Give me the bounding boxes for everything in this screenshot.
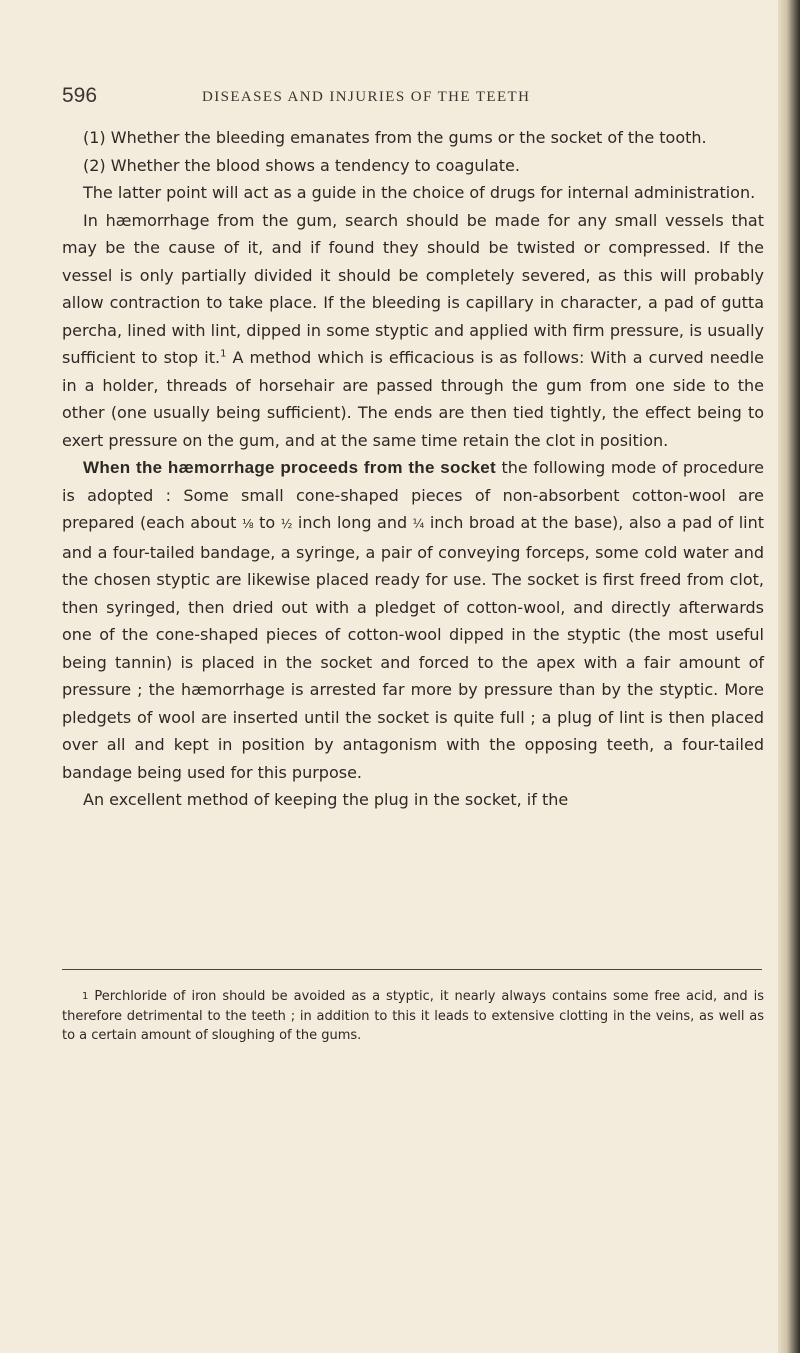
page-header (62, 83, 762, 109)
paragraph-4-text-a: In hæmorrhage from the gum, search should be made for any small vessels that may be the cause of it, and if found they should be twisted or compressed. If the vessel is only partially divided it should be completely severed, as this will probably allow contraction to take place. If the bleeding is capillary in character, a pad of gutta percha, lined with lint, dipped in some styptic and applied with firm pressure, is usually sufficient to stop it. (62, 210, 764, 367)
footnote-reference: 1 (220, 348, 227, 360)
fraction-eighth: ⅛ (241, 517, 254, 531)
fraction-half: ½ (280, 517, 293, 531)
paragraph-5-lead: When the hæmorrhage proceeds from the socket (83, 458, 496, 477)
footnote-divider (62, 969, 762, 970)
paragraph-5-text-c: inch long and (292, 513, 413, 532)
running-title: DISEASES AND INJURIES OF THE TEETH (202, 89, 531, 105)
paragraph-5-text-d: inch broad at the base), also a pad of lint and a four-tailed bandage, a syringe, a pair of conveying forceps, some cold water and the chosen styptic are likewise placed ready for use. The socket is first freed from clot, then syringed, then dried out with a pledget of cotton-wool, and directly afterwards one of the cone-shaped pieces of cotton-wool dipped in the styptic (the most useful being tannin) is placed in the socket and forced to the apex with a fair amount of pressure ; the hæmorrhage is arrested far more by pressure than by the styptic. More pledgets of wool are inserted until the socket is quite full ; a plug of lint is then placed over all and kept in position by antagonism with the opposing teeth, a four-tailed bandage being used for this purpose. (62, 513, 765, 782)
paragraph-1: (1) Whether the bleeding emanates from the gums or the socket of the tooth. (83, 128, 707, 147)
paragraph-2: (2) Whether the blood shows a tendency to coagulate. (83, 155, 520, 175)
footnote-mark: 1 (82, 991, 89, 1002)
page-number: 596 (62, 84, 98, 107)
paragraph-5-text-a: the following mode of procedure is adopted : Some small cone-shaped pieces of non-absorbent cotton-wool are prepared (each about (62, 458, 764, 532)
paragraph-6: An excellent method of keeping the plug in the socket, if the (83, 790, 569, 809)
paragraph-4 (62, 207, 764, 455)
paragraph-5 (62, 454, 764, 786)
fraction-quarter: ¼ (412, 517, 425, 531)
footnote (62, 987, 764, 1046)
paragraph-3: The latter point will act as a guide in the choice of drugs for internal administration. (83, 183, 756, 202)
footnote-text: Perchloride of iron should be avoided as a styptic, it nearly always contains some free acid, and is therefore detrimental to the teeth ; in addition to this it leads to extensive clotting in the veins, as well as to a certain amount of sloughing of the gums. (62, 989, 764, 1043)
paragraph-4-text-b: A method which is efficacious is as follows: With a curved needle in a holder, threads of horsehair are passed through the gum from one side to the other (one usually being sufficient). The ends are then tied tightly, the effect being to exert pressure on the gum, and at the same time retain the clot in position. (62, 348, 764, 450)
page-edge-shadow (778, 0, 800, 1353)
paragraph-5-text-b: to (253, 513, 281, 532)
body-text (62, 124, 764, 814)
